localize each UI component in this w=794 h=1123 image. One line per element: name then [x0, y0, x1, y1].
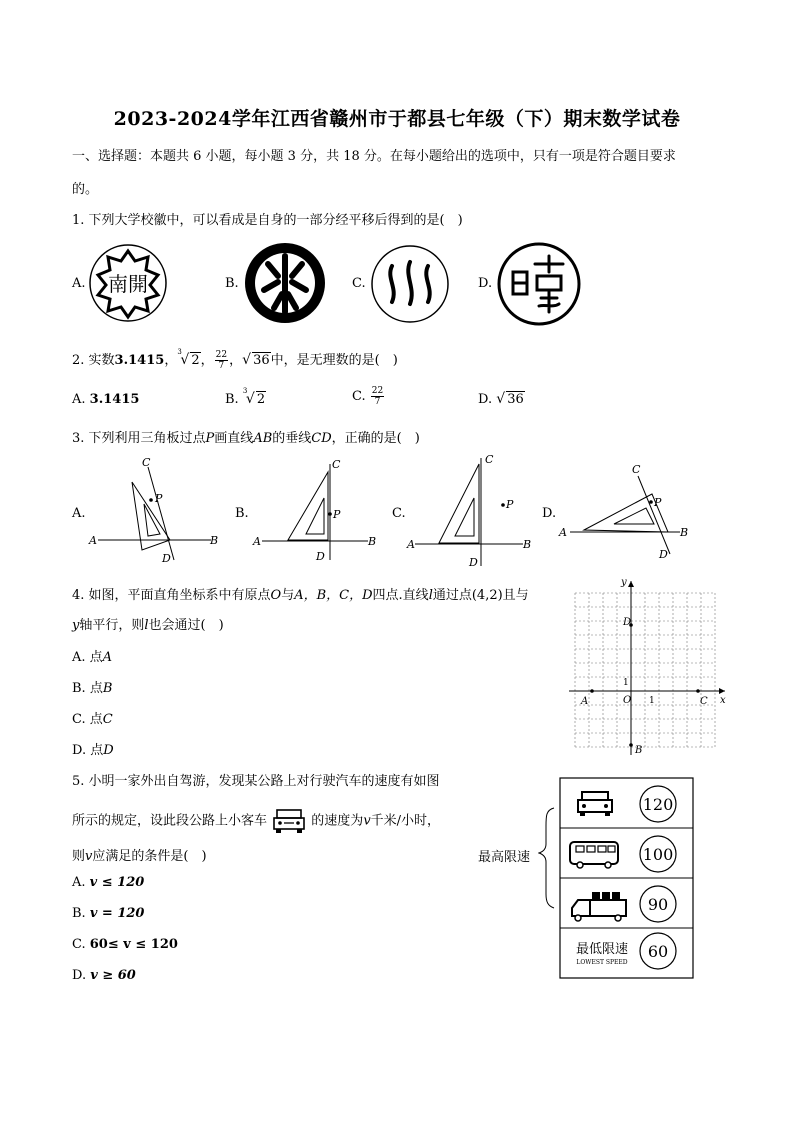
q1-option-d-label: D.	[478, 276, 493, 291]
q2-stem-prefix: 2. 实数	[72, 353, 115, 368]
q2-option-b	[225, 387, 266, 407]
q5-option-c	[72, 937, 178, 952]
q4-origin: O	[270, 588, 282, 603]
q4-coordinate-grid	[565, 575, 730, 760]
q5-option-d	[72, 968, 136, 983]
q4-line1-suffix: 通过点(4,2)且与	[432, 588, 529, 603]
q5-option-a-text: v ≤ 120	[89, 875, 145, 890]
q2-fraction	[215, 350, 228, 371]
q4-line1-mid: 与	[281, 588, 295, 603]
university-logo-a	[88, 243, 168, 323]
q2-option-b-radicand: 2	[256, 392, 266, 407]
q4-option-a-label: A. 点	[72, 650, 103, 665]
speed-100: 100	[642, 845, 674, 864]
q2-option-d-radicand: 36	[507, 392, 524, 407]
q3-c-label-d: D	[469, 556, 478, 569]
q3-a-label-c: C	[142, 456, 151, 469]
q3-c-label-b: B	[523, 538, 532, 551]
q4-y-axis: y	[72, 618, 80, 633]
q3-d-label-c: C	[632, 463, 641, 476]
q3-a-label-p: P	[155, 492, 163, 505]
section-header-line1: 一、选择题：本题共 6 小题，每小题 3 分，共 18 分。在每小题给出的选项中，只有一项是符合题目要求	[72, 149, 676, 164]
q4-graph-label-a: A	[581, 696, 589, 707]
q5-option-c-text: 60≤ v ≤ 120	[89, 937, 178, 952]
q5-line3-prefix: 则	[72, 849, 86, 864]
q2-radicand-36: 36	[253, 353, 270, 368]
min-speed-label-en: LOWEST SPEED	[576, 959, 628, 966]
q2-option-b-index: 3	[242, 387, 248, 395]
sign-truck-icon	[572, 892, 626, 921]
section-header-line2: 的。	[72, 182, 99, 197]
q4-graph-label-c: C	[700, 696, 708, 707]
q3-figure-a	[86, 452, 226, 567]
q3-figure-c	[405, 450, 535, 572]
q4-option-d	[72, 739, 114, 758]
sign-bus-icon	[570, 842, 618, 868]
q2-stem: 2. 实数3.1415， 3 √ 2， $\frac{22}{7}$ ， √ 36中，是无理数的是( )	[72, 348, 398, 371]
q5-line2-suffix: 千米/小时，	[370, 813, 441, 829]
q3-option-b-label: B.	[235, 506, 249, 521]
q2-option-d-label: D.	[478, 392, 493, 407]
q3-stem-suffix: ，正确的是( )	[331, 431, 420, 446]
q5-option-b	[72, 906, 144, 921]
speed-limit-sign	[538, 776, 698, 981]
q2-cube-index: 3	[177, 348, 182, 356]
q3-a-label-d: D	[162, 552, 171, 565]
q4-line-l-2: l	[144, 618, 149, 633]
q4-option-c-point: C	[102, 712, 113, 727]
q4-option-c	[72, 708, 113, 727]
q2-stem-suffix: 中，是无理数的是( )	[270, 353, 398, 368]
q4-option-b-label: B. 点	[72, 681, 103, 696]
q3-d-label-a: A	[559, 526, 567, 539]
q2-option-c	[352, 386, 385, 407]
q5-variable-v: v	[363, 813, 371, 829]
q5-option-d-label: D.	[72, 968, 87, 983]
q5-line2-mid: 的速度为	[311, 813, 364, 829]
q3-option-a-label: A.	[72, 506, 86, 521]
q1-option-b-label: B.	[225, 276, 239, 291]
q3-option-d-label: D.	[542, 506, 557, 521]
logo-a-text: 南開	[108, 272, 148, 296]
q4-option-d-point: D	[103, 743, 114, 758]
q4-graph-unit-y: 1	[623, 678, 629, 688]
q2-radicand-2: 2	[191, 353, 200, 368]
q4-graph-x-label: x	[720, 695, 726, 706]
q5-option-a-label: A.	[72, 875, 86, 890]
q4-graph-label-b: B	[635, 745, 643, 756]
q3-c-label-a: A	[407, 538, 415, 551]
q2-option-a-label: A.	[72, 392, 86, 407]
q3-a-label-b: B	[210, 534, 219, 547]
q2-option-a-value: 3.1415	[89, 392, 140, 407]
q2-value-decimal: 3.1415	[114, 353, 165, 368]
q1-option-a-label: A.	[72, 276, 86, 291]
q4-graph-label-d: D	[623, 617, 632, 628]
q3-figure-b	[250, 452, 385, 567]
q3-line-ab: AB	[253, 431, 273, 446]
q4-option-a-point: A	[102, 650, 113, 665]
q4-graph-unit-x: 1	[649, 696, 655, 706]
q2-option-c-num: 22	[371, 386, 384, 396]
q3-point-p: P	[205, 431, 215, 446]
q5-stem-line3	[72, 845, 207, 864]
q3-b-label-b: B	[368, 535, 377, 548]
q1-stem: 1. 下列大学校徽中，可以看成是自身的一部分经平移后得到的是( )	[72, 213, 463, 228]
speed-90: 90	[647, 895, 669, 914]
q4-stem-line2	[72, 614, 224, 633]
grid-lines	[575, 593, 715, 747]
q2-frac-num: 22	[215, 350, 228, 360]
sign-car-icon	[578, 792, 612, 816]
q3-stem-mid1: 画直线	[214, 431, 254, 446]
q2-option-c-den: 7	[374, 397, 381, 407]
q2-frac-den: 7	[218, 361, 225, 371]
q4-line-l: l	[428, 588, 433, 603]
q4-option-b-point: B	[102, 681, 113, 696]
q4-option-a	[72, 646, 112, 665]
q5-variable-v-2: v	[85, 849, 93, 864]
q4-line1-mid2: 四点.直线	[372, 588, 429, 603]
q3-a-label-a: A	[89, 534, 97, 547]
q3-b-label-a: A	[253, 535, 261, 548]
q3-figure-d	[556, 458, 696, 568]
q5-option-c-label: C.	[72, 937, 86, 952]
q3-d-label-d: D	[659, 548, 668, 561]
q4-graph-y-label: y	[621, 577, 627, 588]
q3-c-label-c: C	[485, 453, 494, 466]
q3-b-label-p: P	[333, 508, 341, 521]
q5-option-d-text: v ≥ 60	[90, 968, 136, 983]
q3-b-label-d: D	[316, 550, 325, 563]
q1-option-c-label: C.	[352, 276, 366, 291]
speed-60: 60	[647, 942, 669, 961]
q4-graph-origin-label: O	[623, 695, 632, 706]
q4-option-b	[72, 677, 112, 696]
q5-stem-line2	[72, 808, 440, 834]
q3-d-label-b: B	[680, 526, 689, 539]
q2-option-c-fraction	[371, 386, 384, 407]
q3-c-label-p: P	[506, 498, 514, 511]
q5-line3-suffix: 应满足的条件是( )	[92, 849, 207, 864]
speed-120: 120	[642, 795, 674, 814]
q4-line1-prefix: 4. 如图，平面直角坐标系中有原点	[72, 588, 271, 603]
q5-stem-line1: 5. 小明一家外出自驾游，发现某公路上对行驶汽车的速度有如图	[72, 774, 440, 789]
q5-line2-prefix: 所示的规定，设此段公路上小客车	[72, 813, 268, 829]
q4-line2-mid: 轴平行，则	[79, 618, 145, 633]
university-logo-c	[370, 244, 450, 324]
q2-option-b-radical: 3 √ 2	[242, 387, 266, 407]
q4-line2-suffix: 也会通过( )	[148, 618, 224, 633]
university-logo-d	[497, 242, 581, 326]
q3-stem-mid2: 的垂线	[272, 431, 312, 446]
q2-option-c-label: C.	[352, 389, 366, 404]
q3-option-c-label: C.	[392, 506, 406, 521]
q3-stem-prefix: 3. 下列利用三角板过点	[72, 431, 206, 446]
q2-option-d	[478, 392, 525, 407]
q3-stem	[72, 427, 420, 446]
university-logo-b	[244, 242, 326, 324]
page-title: 2023-2024学年江西省赣州市于都县七年级（下）期末数学试卷	[113, 108, 681, 130]
q2-option-d-radical: √ 36	[496, 391, 524, 407]
q5-option-b-text: v = 120	[89, 906, 145, 921]
q4-stem-line1	[72, 584, 529, 603]
q5-option-a	[72, 875, 144, 890]
q2-option-b-label: B.	[225, 392, 239, 407]
q2-cube-root: 3 √ 2	[177, 348, 200, 368]
q3-line-cd: CD	[311, 431, 332, 446]
q4-option-d-label: D. 点	[72, 743, 104, 758]
q4-option-c-label: C. 点	[72, 712, 103, 727]
q3-d-label-p: P	[654, 496, 662, 509]
q2-sqrt-36: √ 36	[242, 352, 270, 368]
q5-option-b-label: B.	[72, 906, 86, 921]
q2-option-a	[72, 392, 139, 407]
q3-b-label-c: C	[332, 458, 341, 471]
q4-points: A，B，C，D	[294, 588, 373, 603]
max-speed-label: 最高限速	[478, 850, 531, 865]
car-icon	[272, 808, 306, 834]
min-speed-label: 最低限速	[575, 942, 629, 957]
